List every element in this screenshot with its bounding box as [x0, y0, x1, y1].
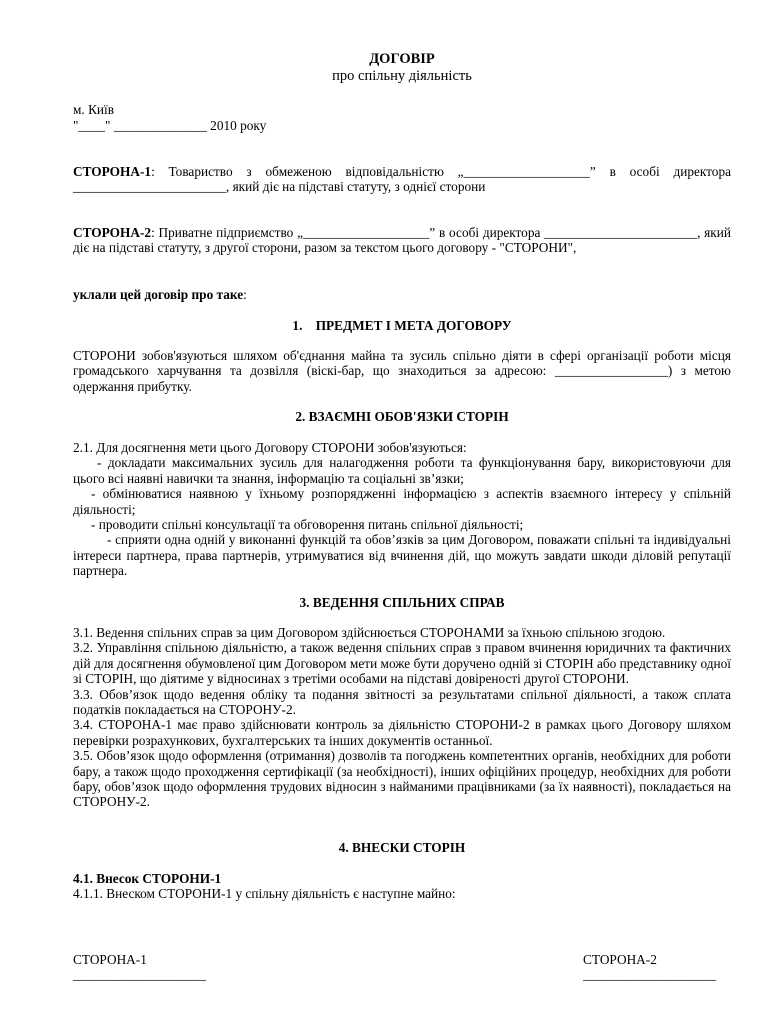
- section3-body: [73, 625, 731, 810]
- party2-text: : Приватне підприємство „___________________” в особі директора _______________________, який діє на підставі статуту, з другої сторони, разом за текстом цього договору - "СТОРОНИ",: [73, 225, 731, 256]
- section4-text: 4.1.1. Внеском СТОРОНИ-1 у спільну діяльність є наступне майно:: [73, 886, 456, 901]
- date-line: "____" ______________ 2010 року: [73, 118, 267, 133]
- section3-heading: 3. ВЕДЕННЯ СПІЛЬНИХ СПРАВ: [299, 595, 505, 610]
- section1-heading: 1. ПРЕДМЕТ І МЕТА ДОГОВОРУ: [292, 318, 512, 333]
- agreed-colon: :: [243, 287, 247, 302]
- section2-heading: 2. ВЗАЄМНІ ОБОВ'ЯЗКИ СТОРІН: [295, 409, 509, 424]
- signature-party1-label: СТОРОНА-1: [73, 952, 147, 967]
- agreed-text: уклали цей договір про таке: [73, 287, 244, 302]
- section2-item: - докладати максимальних зусиль для налагодження роботи та функціонування бару, використовуючи для цього всі наявні навички та знання, інформацію та соціальні зв’язки;: [73, 455, 731, 486]
- document-subtitle: про спільну діяльність: [332, 68, 472, 84]
- party2-paragraph: [73, 225, 731, 256]
- section2-intro: 2.1. Для досягнення мети цього Договору СТОРОНИ зобов'язуються:: [73, 440, 467, 455]
- section3-item: 3.4. СТОРОНА-1 має право здійснювати контроль за діяльністю СТОРОНИ-2 в рамках цього Договору шляхом перевірки розрахункових, бухгалтерських та інших документів останньої.: [73, 717, 731, 748]
- party1-paragraph: [73, 164, 731, 195]
- section3-item: 3.1. Ведення спільних справ за цим Договором здійснюється СТОРОНАМИ за їхньою спільною згодою.: [73, 625, 666, 640]
- city-line: м. Київ: [73, 102, 115, 117]
- signature-party2-label: СТОРОНА-2: [583, 952, 657, 967]
- signature-party2-line: ____________________: [583, 967, 716, 983]
- document-title: ДОГОВІР: [369, 51, 435, 67]
- section2-item: - обмінюватися наявною у їхньому розпорядженні інформацією з аспектів взаємного інтересу у спільній діяльності;: [73, 486, 731, 517]
- signature-party1-line: ____________________: [73, 967, 206, 983]
- section3-item: 3.2. Управління спільною діяльністю, а також ведення спільних справ з правом вчинення юридичних та фактичних дій для досягнення обумовленої цим Договором мети може бути доручено одній зі СТОРІН або представнику одної зі СТОРІН, що діятиме у відносинах з третіми особами на підставі довіреності другої СТОРОНИ.: [73, 640, 731, 687]
- agreed-line: [73, 287, 731, 302]
- section4-subheading: 4.1. Внесок СТОРОНИ-1: [73, 871, 222, 886]
- section2-body: [73, 440, 731, 579]
- section3-item: 3.5. Обов’язок щодо оформлення (отримання) дозволів та погоджень компетентних органів, необхідних для роботи бару, а також щодо проходження сертифікації (за необхідності), інших офіційних процедур, необхідних для роботи бару, обов’язок щодо оформлення трудових відносин з найманими працівниками (за їх наявності), покладається на СТОРОНУ-2.: [73, 748, 731, 810]
- section3-item: 3.3. Обов’язок щодо ведення обліку та подання звітності за результатами спільної діяльності, а також сплата податків покладається на СТОРОНУ-2.: [73, 686, 731, 718]
- party1-text: : Товариство з обмеженою відповідальністю „___________________” в особі директора _______________________, який діє на підставі статуту, з однієї сторони: [73, 164, 731, 195]
- section4-heading: 4. ВНЕСКИ СТОРІН: [338, 840, 466, 855]
- section2-item: - проводити спільні консультації та обговорення питань спільної діяльності;: [91, 517, 524, 533]
- section1-text: СТОРОНИ зобов'язуються шляхом об'єднання майна та зусиль спільно діяти в сфері організації роботи місця громадського харчування та дозвілля (віскі-бар, що знаходиться за адресою: _________________) з метою одержання прибутку.: [73, 348, 731, 394]
- party2-label: СТОРОНА-2: [73, 225, 152, 240]
- signature-party2: [583, 952, 716, 983]
- signature-party1: [73, 952, 206, 983]
- section2-item: - сприяти одна одній у виконанні функцій та обов’язків за цим Договором, поважати спільні та індивідуальні інтереси партнера, права партнерів, утримуватися від вчинення дій, що можуть завдати шкоди діловій репутації партнера.: [73, 532, 731, 579]
- party1-label: СТОРОНА-1: [73, 164, 152, 179]
